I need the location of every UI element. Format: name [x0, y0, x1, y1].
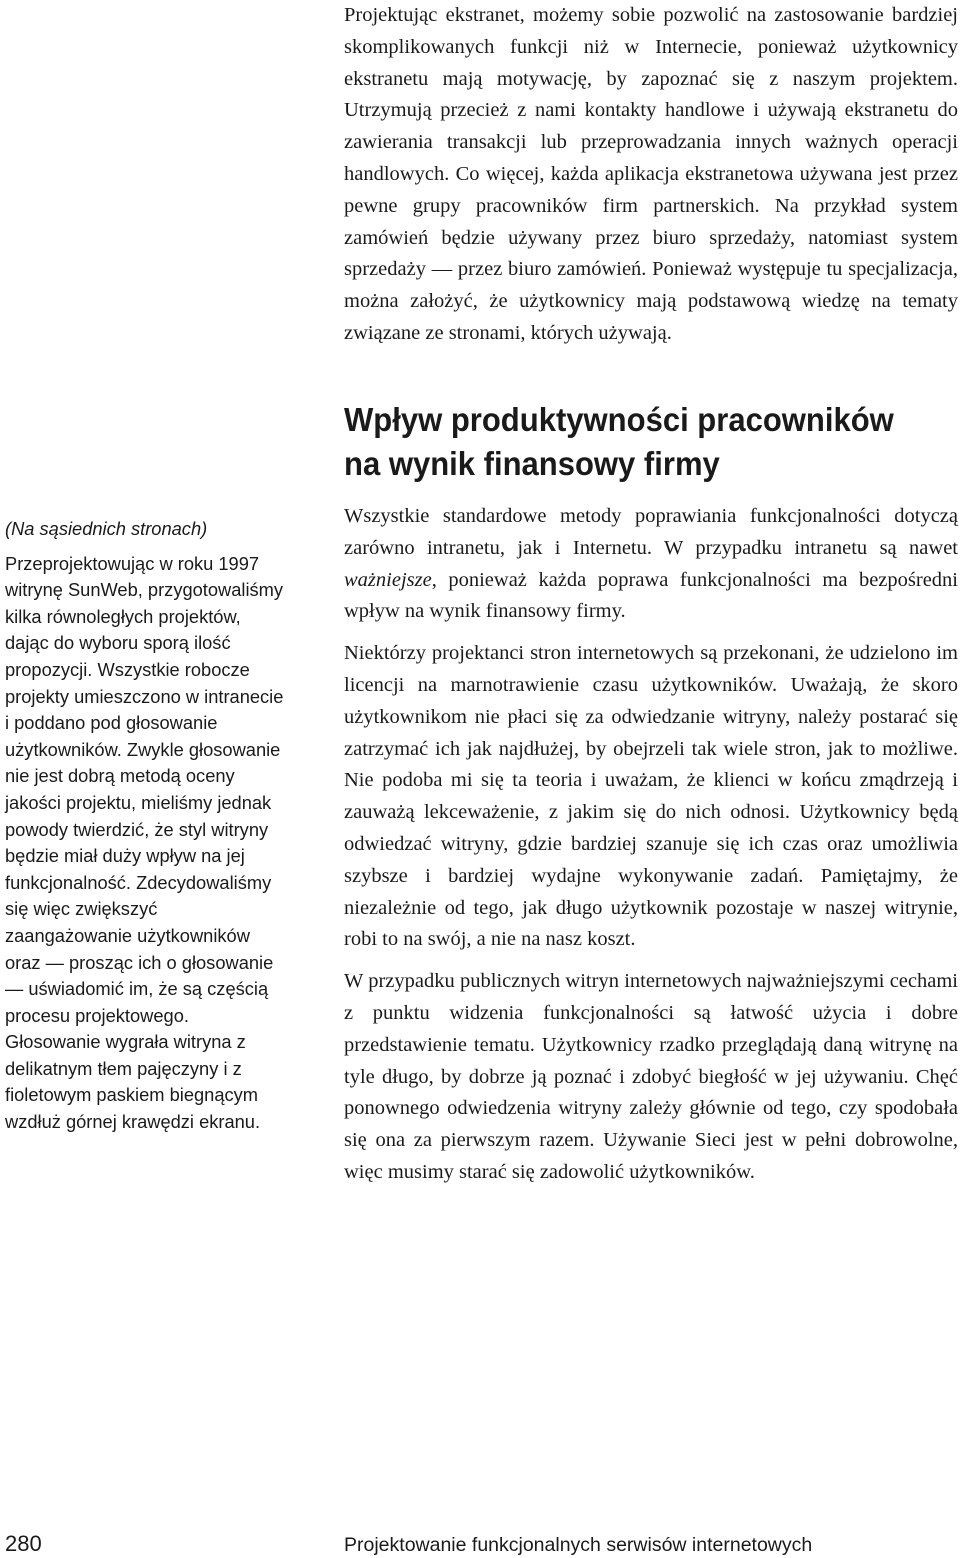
section-heading: Wpływ produktywności pracowników na wynik finansowy firmy: [344, 401, 894, 482]
body-paragraph-1: [344, 501, 958, 628]
intro-paragraph: Projektując ekstranet, możemy sobie pozwolić na zastosowanie bardziej skomplikowanych funkcji niż w Internecie, ponieważ użytkownicy ekstranetu mają motywację, by zapoznać się z naszym projektem. Utrzymują przecież z nami kontakty handlowe i używają ekstranetu do zawierania transakcji lub przeprowadzania innych ważnych operacji handlowych. Co więcej, każda aplikacja ekstranetowa używana jest przez pewne grupy pracowników firm partnerskich. Na przykład system zamówień będzie używany przez biuro sprzedaży, natomiast system sprzedaży — przez biuro zamówień. Ponieważ występuje tu specjalizacja, można założyć, że użytkownicy mają podstawową wiedzę na tematy związane ze stronami, których używają.: [344, 4, 958, 344]
body-paragraph-1-text-a: Wszystkie standardowe metody poprawiania funkcjonalności dotyczą zarówno intranetu, jak i Internetu. W przypadku intranetu są nawet: [344, 505, 958, 559]
running-footer-title: Projektowanie funkcjonalnych serwisów internetowych: [344, 1534, 813, 1556]
sidebar-text: Przeprojektowując w roku 1997 witrynę SunWeb, przygotowaliśmy kilka równoległych projektów, dając do wyboru sporą ilość propozycji. Wszystkie robocze projekty umieszczono w intranecie i poddano pod głosowanie użytkowników. Zwykle głosowanie nie jest dobrą metodą oceny jakości projektu, mieliśmy jednak powody twierdzić, że styl witryny będzie miał duży wpływ na jej funkcjonalność. Zdecydowaliśmy się więc zwiększyć zaangażowanie użytkowników oraz — prosząc ich o głosowanie — uświadomić im, że są częścią procesu projektowego. Głosowanie wygrała witryna z delikatnym tłem pajęczyny i z fioletowym paskiem biegnącym wzdłuż górnej krawędzi ekranu.: [5, 552, 284, 1133]
body-column: [344, 501, 958, 1199]
sidebar-caption: [5, 516, 285, 1136]
body-paragraph-3: W przypadku publicznych witryn internetowych najważniejszymi cechami z punktu widzenia funkcjonalności są łatwość użycia i dobre przedstawienie tematu. Użytkownicy rzadko przeglądają daną witrynę na tyle długo, by dobrze ją poznać i zdobyć biegłość w jej używaniu. Chęć ponownego odwiedzenia witryny zależy głównie od tego, czy spodobała się ona za pierwszym razem. Używanie Sieci jest w pełni dobrowolne, więc musimy starać się zadowolić użytkowników.: [344, 970, 958, 1183]
body-paragraph-1-text-b: , ponieważ każda poprawa funkcjonalności ma bezpośredni wpływ na wynik finansowy firmy.: [344, 568, 958, 623]
body-paragraph-1-emphasis: ważniejsze: [344, 568, 432, 591]
sidebar-title: (Na sąsiednich stronach): [5, 518, 208, 539]
page-number: 280: [5, 1531, 42, 1556]
body-paragraph-2: Niektórzy projektanci stron internetowych są przekonani, że udzielono im licencji na marnotrawienie czasu użytkowników. Uważają, że skoro użytkownikom nie płaci się za odwiedzanie witryny, należy postarać się zatrzymać ich jak najdłużej, by obejrzeli tak wiele stron, jak to możliwe. Nie podoba mi się ta teoria i uważam, że klienci w końcu zmądrzeją i zauważą lekceważenie, z jakim się do nich odnosi. Użytkownicy będą odwiedzać witryny, gdzie bardziej szanuje się ich czas oraz umożliwia szybsze i bardziej wydajne wykonywanie zadań. Pamiętajmy, że niezależnie od tego, jak długo użytkownik pozostaje w naszej witrynie, robi to na swój, a nie na nasz koszt.: [344, 642, 958, 951]
